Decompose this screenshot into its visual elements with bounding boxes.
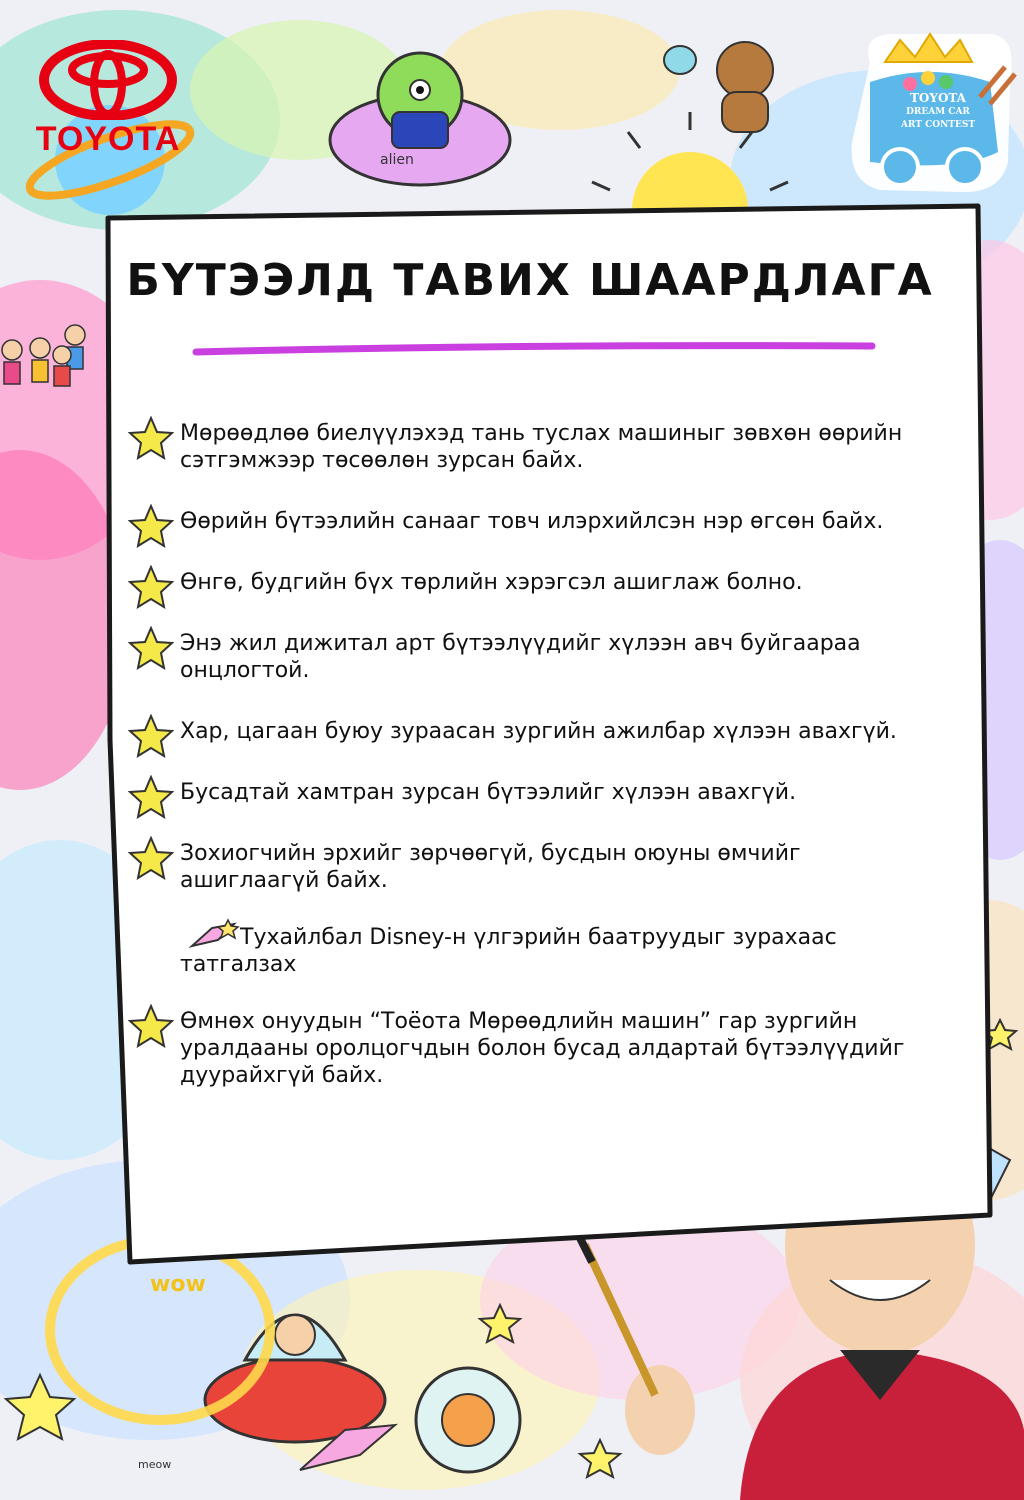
requirement-item xyxy=(118,630,918,684)
requirements-list xyxy=(118,420,918,1089)
requirement-text: Мөрөөдлөө биелүүлэхэд тань туслах машиныг зөвхөн өөрийн сэтгэмжээр төсөөлөн зурсан байх. xyxy=(180,421,903,473)
badge-line-2: DREAM CAR xyxy=(906,107,970,117)
badge-line-1: TOYOTA xyxy=(910,91,966,105)
shooting-star-icon xyxy=(188,918,240,950)
star-icon xyxy=(128,565,174,609)
requirement-text: Өмнөх онуудын “Тоёота Мөрөөдлийн машин” гар зургийн уралдааны оролцогчдын болон бусад алдартай бүтээлүүдийг дуурайхгүй байх. xyxy=(180,1009,905,1088)
star-icon xyxy=(128,714,174,758)
star-icon xyxy=(128,1004,174,1048)
requirement-item xyxy=(118,1008,918,1089)
requirement-text: Өөрийн бүтээлийн санааг товч илэрхийлсэн нэр өгсөн байх. xyxy=(180,509,884,534)
wow-label: wow xyxy=(150,1272,206,1297)
star-icon xyxy=(128,504,174,548)
star-icon xyxy=(128,775,174,819)
note-text: Тухайлбал Disney-н үлгэрийн баатруудыг зурахаас татгалзах xyxy=(180,925,837,977)
alien-label: alien xyxy=(380,152,414,168)
star-icon xyxy=(128,416,174,460)
requirement-note xyxy=(118,924,918,978)
page-title: БҮТЭЭЛД ТАВИХ ШААРДЛАГА xyxy=(126,255,934,306)
requirement-text: Өнгө, будгийн бүх төрлийн хэрэгсэл ашиглаж болно. xyxy=(180,570,803,595)
requirement-item xyxy=(118,718,918,745)
requirement-item xyxy=(118,840,918,894)
requirement-item xyxy=(118,569,918,596)
meow-label: meow xyxy=(138,1458,172,1471)
requirement-text: Бусадтай хамтран зурсан бүтээлийг хүлээн авахгүй. xyxy=(180,780,797,805)
requirement-text: Хар, цагаан буюу зураасан зургийн ажилбар хүлээн авахгүй. xyxy=(180,719,897,744)
requirement-item xyxy=(118,420,918,474)
requirement-item xyxy=(118,508,918,535)
requirement-text: Зохиогчийн эрхийг зөрчөөгүй, бусдын оюуны өмчийг ашиглаагүй байх. xyxy=(180,841,801,893)
star-icon xyxy=(128,626,174,670)
star-icon xyxy=(128,836,174,880)
brand-name: TOYOTA xyxy=(35,120,181,158)
requirement-item xyxy=(118,779,918,806)
badge-line-3: ART CONTEST xyxy=(900,120,976,130)
requirement-text: Энэ жил дижитал арт бүтээлүүдийг хүлээн авч буйгаараа онцлогтой. xyxy=(180,631,861,683)
